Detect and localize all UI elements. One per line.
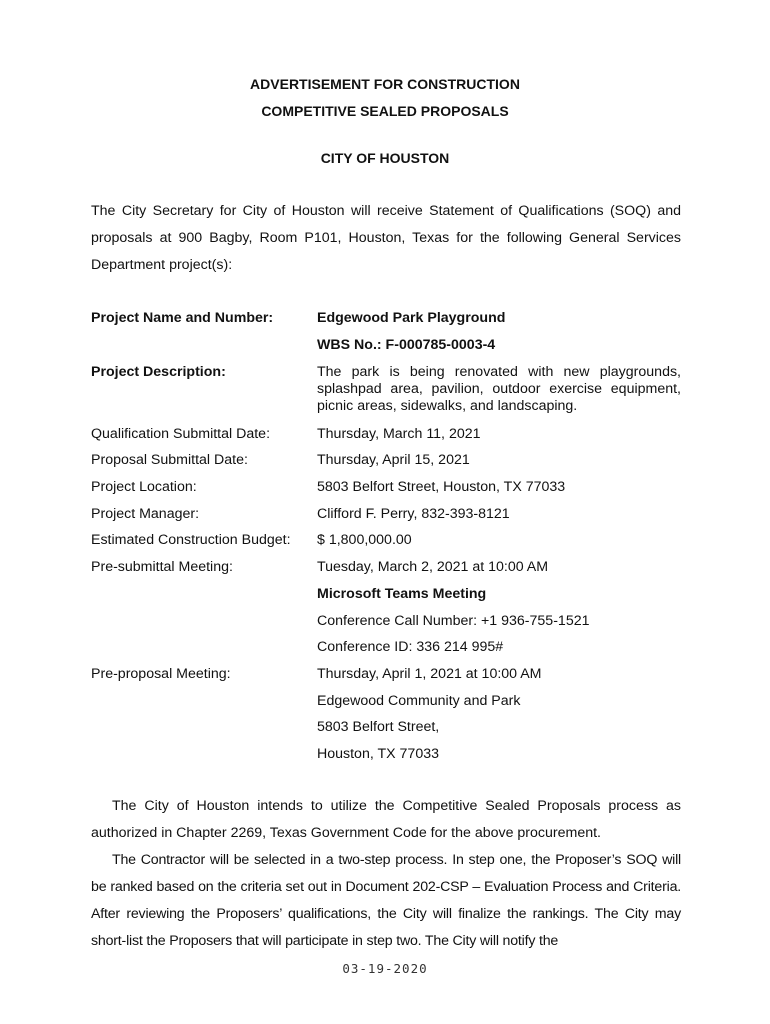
- meeting-venue: Edgewood Community and Park: [317, 693, 521, 709]
- document-title-line2: COMPETITIVE SEALED PROPOSALS: [261, 103, 509, 119]
- project-manager-label: Project Manager:: [91, 506, 200, 522]
- project-manager: Clifford F. Perry, 832-393-8121: [317, 506, 510, 522]
- body-paragraph-1: The City of Houston intends to utilize the Competitive Sealed Proposals process as authorized in Chapter 2269, Texas Government Code for the above procurement.: [91, 798, 681, 841]
- proposal-date: Thursday, April 15, 2021: [317, 452, 470, 468]
- budget-value: $ 1,800,000.00: [317, 532, 412, 548]
- presubmittal-meeting-date: Tuesday, March 2, 2021 at 10:00 AM: [317, 559, 549, 575]
- project-description-label: Project Description:: [91, 364, 226, 380]
- proposal-date-label: Proposal Submittal Date:: [91, 452, 248, 468]
- project-name: Edgewood Park Playground: [317, 310, 506, 326]
- project-name-label: Project Name and Number:: [91, 310, 274, 326]
- body-paragraph-2: The Contractor will be selected in a two-step process. In step one, the Proposer’s SOQ will be ranked based on the criteria set out in Document 202-CSP – Evaluation Process and Criteria. After reviewing the Proposers’ qualifications, the City will finalize the rankings. The City may short-list the Proposers that will participate in step two. The City will notify the: [91, 852, 681, 949]
- qualification-date-label: Qualification Submittal Date:: [91, 426, 271, 442]
- project-location: 5803 Belfort Street, Houston, TX 77033: [317, 479, 566, 495]
- document-title-line1: ADVERTISEMENT FOR CONSTRUCTION: [250, 76, 520, 92]
- meeting-venue-street: 5803 Belfort Street,: [317, 719, 440, 735]
- wbs-number: WBS No.: F-000785-0003-4: [317, 337, 496, 353]
- intro-paragraph: The City Secretary for City of Houston will receive Statement of Qualifications (SOQ) and proposals at 900 Bagby, Room P101, Houston, Texas for the following General Services Department project(s):: [91, 203, 681, 273]
- project-location-label: Project Location:: [91, 479, 197, 495]
- budget-label: Estimated Construction Budget:: [91, 532, 291, 548]
- meeting-venue-city: Houston, TX 77033: [317, 746, 439, 762]
- presubmittal-meeting-label: Pre-submittal Meeting:: [91, 559, 233, 575]
- preproposal-meeting-date: Thursday, April 1, 2021 at 10:00 AM: [317, 666, 542, 682]
- qualification-date: Thursday, March 11, 2021: [317, 426, 481, 442]
- teams-meeting-heading: Microsoft Teams Meeting: [317, 586, 487, 602]
- city-heading: CITY OF HOUSTON: [320, 150, 450, 166]
- conference-id: Conference ID: 336 214 995#: [317, 639, 504, 655]
- conference-call-number: Conference Call Number: +1 936-755-1521: [317, 613, 590, 629]
- project-description: The park is being renovated with new playgrounds, splashpad area, pavilion, outdoor exercise equipment, picnic areas, sidewalks, and landscaping.: [317, 364, 681, 414]
- preproposal-meeting-label: Pre-proposal Meeting:: [91, 666, 231, 682]
- date-stamp: 03-19-2020: [342, 961, 428, 976]
